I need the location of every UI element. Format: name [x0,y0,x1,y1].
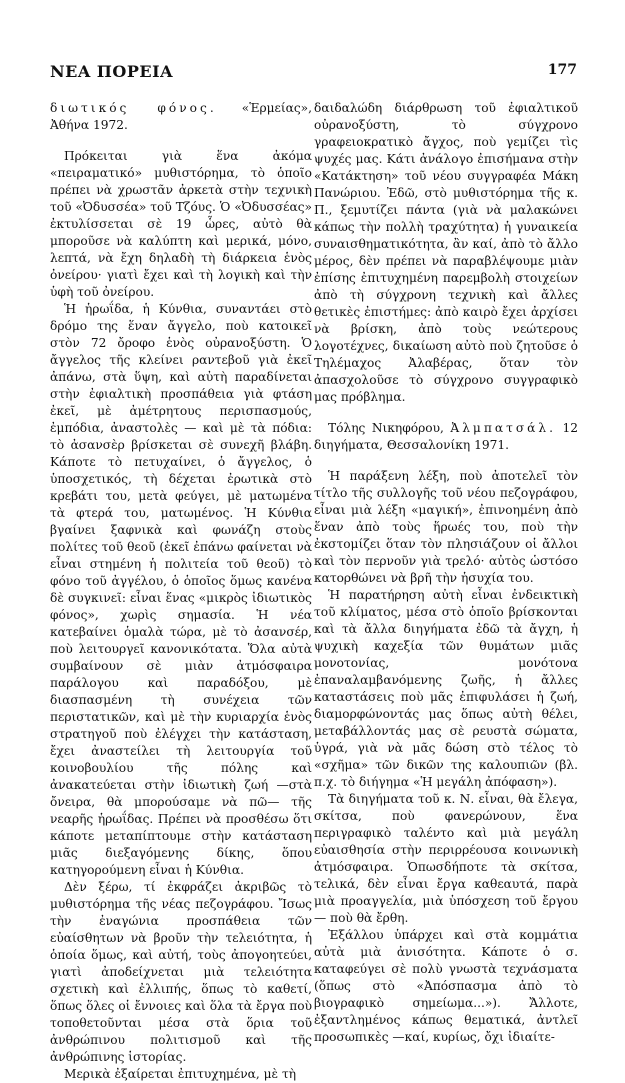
right-column [314,100,578,1046]
running-head [50,62,577,86]
review-paragraph: Δὲν ξέρω, τί ἐκφράζει ἀκριβῶς τὸ μυθιστόρημα τῆς νέας πεζογράφου. Ἴσως τὴν ἐναγώνια προσπάθεια τῶν εὐαίσθητων νὰ βροῦν τὴν τελειότητα, ἡ ὁποία ὅμως, καὶ αὐτή, τοὺς ἀπογοητεύει, γιατὶ ἀποδείχνεται μιὰ τελειότητα σχετικὴ καὶ ἐλλιπής, ὅπως τὸ καθετί, ὅπως ὅλες οἱ ἔννοιες καὶ ὅλα τὰ ἔργα ποὺ τοποθετοῦνται μέσα στὰ ὅρια τοῦ ἀνθρώπινου πολιτισμοῦ καὶ τῆς ἀνθρώπινης ἱστορίας. [50,880,312,1064]
biblio-author: Τόλης Νικηφόρου, [328,421,444,435]
biblio-publisher: «Ἑρμείας», Ἀθήνα 1972. [50,101,313,132]
page-number: 177 [547,62,577,78]
review-paragraph: δαιδαλώδη διάρθρωση τοῦ ἐφιαλτικοῦ οὐρανοξύστη, τὸ σύγχρονο γραφειοκρατικὸ ἄγχος, ποὺ γεμίζει τὶς ψυχές μας. Κάτι ἀνάλογο ἐπισήμανα στὴν «Κατάκτηση» τοῦ νέου συγγραφέα Μάκη Πανώριου. Ἐδῶ, στὸ μυθιστόρημα τῆς κ. Π., ξεμυτίζει πάντα (γιὰ νὰ μαλακώνει κάπως τὴν πολλὴ τραχύτητα) ἡ γυναικεία συναισθηματικότητα, ἂν καί, ἀπὸ τὸ ἄλλο μέρος, δὲν πρέπει νὰ παραβλέψουμε μιὰν ἐπίσης ἐπιτυχημένη παρεμβολὴ στοιχείων ἀπὸ τὴ σύγχρονη τεχνικὴ καὶ ἄλλες θετικὲς ἐπιστήμες: ἀπὸ καιρὸ ἔχει ἀρχίσει νὰ βρίσκη, ἀπὸ τοὺς νεώτερους λογοτέχνες, δικαίωση αὐτὸ ποὺ ζητοῦσε ὁ Τηλέμαχος Ἀλαβέρας, ὅταν τὸν ἀπασχολοῦσε τὸ σύγχρονο συγγραφικὸ μας πρόβλημα. [314,101,578,404]
review-paragraph: Ἐξάλλου ὑπάρχει καὶ στὰ κομμάτια αὐτὰ μιὰ ἀνισότητα. Κάποτε ὁ σ. καταφεύγει σὲ πολὺ γνωστὰ τεχνάσματα (ὅπως στὸ «Ἀπόσπασμα ἀπὸ τὸ βιογραφικὸ σημείωμα...»). Ἄλλοτε, ἐξαντλημένος κάπως θεματικά, ἀντλεῖ προσωπικὲς —καί, κυρίως, ὄχι ἰδιαίτε- [314,928,578,1044]
review-paragraph: Ἡ ἡρωΐδα, ἡ Κύνθια, συναντάει στὸ δρόμο της ἕναν ἄγγελο, ποὺ κατοικεῖ στὸν 72 ὄροφο ἑνὸς οὐρανοξύστη. Ὁ ἄγγελος τῆς κλείνει ραντεβοῦ γιὰ ἐκεῖ ἀπάνω, στὰ ὕψη, καὶ αὐτὴ παραδίνεται στὴν ἐφιαλτικὴ προσπάθεια γιὰ φτάση ἐκεῖ, μὲ ἀμέτρητους περισπασμούς, ἐμπόδια, ἀναστολὲς — καὶ μὲ τὰ πόδια: τὸ ἀσανσὲρ βρίσκεται σὲ συνεχῆ βλάβη. Κάποτε τὸ πετυχαίνει, ὁ ἄγγελος, ὁ ὑποσχετικός, τὴ δέχεται ἐρωτικὰ στὸ κρεβάτι του, μετὰ φεύγει, μὲ ματωμένα τὰ φτερά του, ματωμένος. Ἡ Κύνθια βγαίνει ξαφνικὰ καὶ φωνάζη στοὺς πολίτες τοῦ θεοῦ (ἐκεῖ ἐπάνω φαίνεται νὰ εἶναι στημένη ἡ πολιτεία τοῦ θεοῦ) τὸ φόνο τοῦ ἀγγέλου, ὁ ὁποῖος ὅμως κανένα δὲ συγκινεῖ: εἶναι ἕνας «μικρὸς ἰδιωτικὸς φόνος», χωρὶς σημασία. Ἡ νέα κατεβαίνει ὁμαλὰ τώρα, μὲ τὸ ἀσανσέρ, ποὺ λειτουργεῖ κανονικότατα. Ὅλα αὐτὰ συμβαίνουν σὲ μιὰν ἀτμόσφαιρα παράλογου καὶ παραδόξου, μὲ διασπασμένη τὴ συνέχεια τῶν περιστατικῶν, καὶ μὲ τὴν κυριαρχία ἑνὸς στρατηγοῦ ποὺ ἐλέγχει τὴν κατάσταση, ἔχει ἀναστείλει τὴ λειτουργία τοῦ κοινοβουλίου τῆς πόλης καὶ ἀνακατεύεται στὴν ἰδιωτικὴ ζωή —στὰ ὄνειρα, θὰ μπορούσαμε νὰ πῶ— τῆς νεαρῆς ἡρωΐδας. Πρέπει νὰ προσθέσω ὅτι κάποτε μεταπίπτουμε στὴν κατάσταση μιᾶς διεξαγόμενης δίκης, ὅπου κατηγορούμενη εἶναι ἡ Κύνθια. [50,302,312,877]
biblio-entry [50,100,312,134]
review-paragraph: Μερικὰ ἐξαίρεται ἐπιτυχημένα, μὲ τὴ [64,1067,296,1081]
review-paragraph: Ἡ παράξενη λέξη, ποὺ ἀποτελεῖ τὸν τίτλο τῆς συλλογῆς τοῦ νέου πεζογράφου, εἶναι μιὰ λέξη «μαγική», ἐπινοημένη ἀπὸ ἕναν ἀπὸ τοὺς ἥρωές του, ποὺ τὴν ἐκστομίζει ὅταν τὸν πλησιάζουν οἱ ἄλλοι καὶ τὸν περνοῦν γιὰ τρελό· αὐτὸς ὡστόσο κατορθώνει νὰ βρῆ τὴν ἡσυχία του. [314,469,578,585]
review-paragraph: Ἡ παρατήρηση αὐτὴ εἶναι ἐνδεικτικὴ τοῦ κλίματος, μέσα στὸ ὁποῖο βρίσκονται καὶ τὰ ἄλλα διηγήματα ἐδῶ τὰ ἄγχη, ἡ ψυχικὴ καχεξία τῶν θυμάτων μιᾶς μονοτονίας, μονότονα ἐπαναλαμβανόμενης ζωῆς, ἡ ἄλλες καταστάσεις ποὺ μᾶς ἐπιφυλάσει ἡ ζωή, διαμορφώνοντάς μας ὅπως αὐτὴ θέλει, μεταβάλλοντάς μας σὲ ρευστὰ σώματα, ὑγρά, γιὰ νὰ μᾶς δώση στὸ τέλος τὸ «σχῆμα» τῶν δικῶν της καλουπιῶν (βλ. π.χ. τὸ διήγημα «Ἡ μεγάλη ἀπόφαση»). [314,588,578,789]
biblio-publisher: 12 διηγήματα, Θεσσαλονίκη 1971. [314,421,579,452]
biblio-entry [314,420,578,454]
biblio-title: Ἀλμπατσάλ. [450,421,556,435]
left-column [50,100,312,1083]
biblio-title-end: διωτικός φόνος. [50,101,217,115]
journal-title: ΝΕΑ ΠΟΡΕΙΑ [50,62,173,81]
review-paragraph: Πρόκειται γιὰ ἕνα ἀκόμα «πειραματικό» μυθιστόρημα, τὸ ὁποῖο πρέπει νὰ χρωστᾶν ἀρκετὰ στὴν τεχνικὴ τοῦ «Ὀδυσσέα» τοῦ Τζόυς. Ὁ «Ὀδυσσέας» ἐκτυλίσσεται σὲ 19 ὧρες, αὐτὸ θὰ μποροῦσε νὰ καλύπτη καὶ μερικά, μόνο, λεπτά, νὰ ἔχη δηλαδὴ τὴ διάρκεια ἑνὸς ὀνείρου· γιατὶ ἔχει καὶ τὴ λογικὴ καὶ τὴν ὑφὴ τοῦ ὀνείρου. [50,149,312,299]
review-paragraph: Τὰ διηγήματα τοῦ κ. Ν. εἶναι, θὰ ἔλεγα, σκίτσα, ποὺ φανερώνουν, ἕνα περιγραφικὸ ταλέντο καὶ μιὰ μεγάλη εὐαισθησία στὴν περιρρέουσα κοινωνικὴ ἀτμόσφαιρα. Ὁπωσδήποτε τὰ σκίτσα, τελικά, δὲν εἶναι ἔργα καθεαυτά, παρὰ μιὰ προαγγελία, μιὰ ὑπόσχεση τοῦ ἔργου — ποὺ θὰ ἔρθη. [314,792,578,925]
